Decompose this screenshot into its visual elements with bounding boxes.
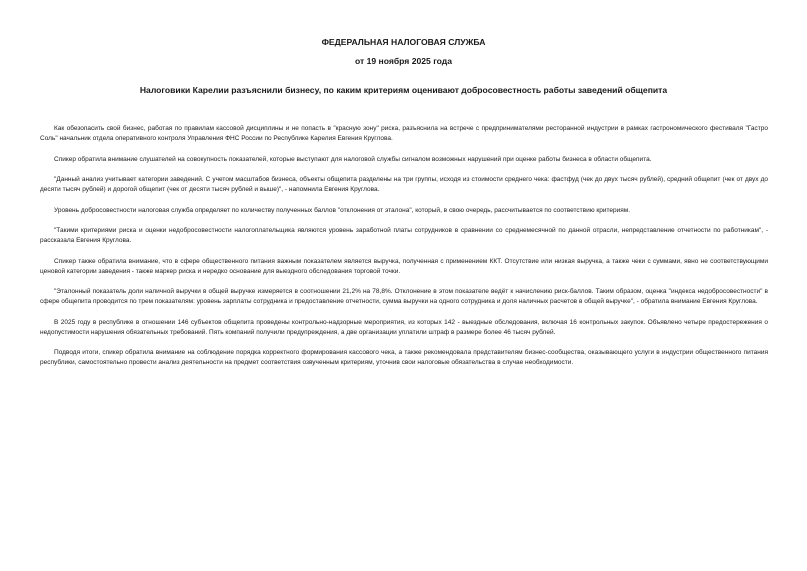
paragraph: Спикер обратила внимание слушателей на совокупность показателей, которые выступают для налоговой службы сигналом возможных нарушений при оценке работы бизнеса в области общепита. (54, 155, 652, 163)
article-headline: Налоговики Карелии разъяснили бизнесу, по каким критериям оценивают добросовестность работы заведений общепита (139, 85, 668, 95)
paragraph: "Данный анализ учитывает категории заведений. С учетом масштабов бизнеса, объекты общепита разделены на три группы, исходя из стоимости среднего чека: фастфуд (чек до двух тысяч рублей), средний общепит (чек от двух до десяти тысяч рублей) и дорогой общепит (чек от десяти тысяч рублей и выше)", - напомнила Евгения Круглова. (40, 176, 768, 193)
release-date: от 19 ноября 2025 года (354, 56, 453, 66)
paragraph: Спикер также обратила внимание, что в сфере общественного питания важным показателем является выручка, полученная с применением ККТ. Отсутствие или низкая выручка, а также чеки с суммами, явно не соответствующими ценовой категории заведения - также маркер риска и нередко основание для выездного обследования торговой точки. (40, 257, 768, 275)
paragraph: В 2025 году в республике в отношении 146 субъектов общепита проведены контрольно-надзорные мероприятия, из которых 142 - выездные обследования, включая 16 контрольных закупок. Объявлено четыре предостережения о недопустимости нарушения обязательных требований. Пять компаний получили предупреждения, а две организации уплатили штраф в размере более 46 тысяч рублей. (40, 318, 768, 336)
paragraph: "Эталонный показатель доли наличной выручки в общей выручке измеряется в соотношении 21,2% на 78,8%. Отклонение в этом показателе ведёт к начислению риск-баллов. Таким образом, оценка "индекса недобросовестности" в сфере общепита проводится по трем показателям: уровень зарплаты сотрудника и предоставление отчетности, сумма выручки на одного сотрудника и доля наличных расчетов в общей выручке", - обратила внимание Евгения Круглова. (40, 288, 768, 305)
agency-name: ФЕДЕРАЛЬНАЯ НАЛОГОВАЯ СЛУЖБА (321, 37, 486, 47)
paragraph: "Такими критериями риска и оценки недобросовестности налогоплательщика являются уровень заработной платы сотрудников в сравнении со среднемесячной по данной отрасли, непредставление отчетности по работникам", - рассказала Евгения Круглова. (40, 227, 768, 244)
paragraph: Уровень добросовестности налоговая служба определяет по количеству полученных баллов "отклонения от эталона", который, в свою очередь, рассчитывается по соответствию критериям. (54, 206, 631, 214)
article-body (40, 124, 768, 379)
paragraph: Как обезопасить свой бизнес, работая по правилам кассовой дисциплины и не попасть в "красную зону" риска, разъяснила на встрече с предпринимателями ресторанной индустрии в рамках гастрономического фестиваля "Гастро Соль" начальник отдела оперативного контроля Управления ФНС России по Республике Карелия Евгения Круглова. (40, 125, 768, 142)
paragraph: Подводя итоги, спикер обратила внимание на соблюдение порядка корректного формирования кассового чека, а также рекомендовала представителям бизнес-сообщества, оказывающего услуги в индустрии общественного питания республики, самостоятельно провести анализ деятельности на предмет соответствия озвученным критериям, уточнив свои налоговые обязательства в случае необходимости. (40, 349, 768, 366)
